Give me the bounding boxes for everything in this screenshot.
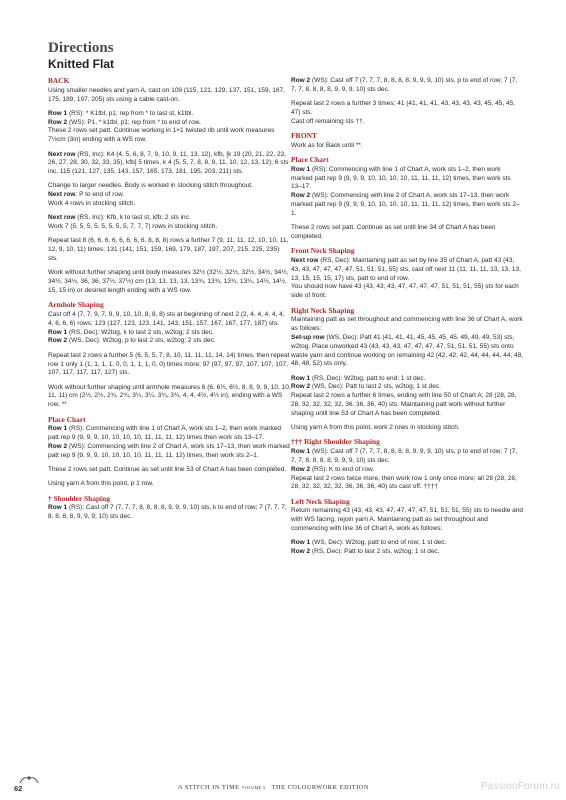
back-intro: Using smaller needles and yarn A, cast on 109 (115, 121, 129, 137, 151, 159, 167, 175, 189, 197, 205) sts using a cable cast-on. [48, 86, 285, 103]
row-text: (RS): * K1tbl, p1; rep from * to last st, k1tbl. [67, 109, 194, 117]
row-label: Row 1 [48, 425, 68, 433]
row-label: Row 1 [291, 448, 311, 456]
left-neck-intro: Return remaining 43 (43, 43, 43, 47, 47, 47, 47, 51, 51, 51, 55) sts to needle and with WS facing, rejoin yarn A. Maintaining patt as set throughout and commencing with line 36 of Chart A, work as follows: [291, 507, 523, 533]
section-right-shoulder-title [291, 438, 523, 447]
page-title: Directions [48, 40, 114, 56]
row-label: Next row [48, 214, 76, 222]
row-label: Row 2 [291, 77, 311, 84]
place-chart-rows [291, 166, 523, 219]
shoulder-title-text: Shoulder Shaping [53, 493, 110, 503]
section-place-chart-title: Place Chart [291, 155, 329, 165]
footer-magazine-title: A STITCH IN TIME [178, 784, 240, 791]
row-text: (RS, Dec): W2tog, k to last 2 sts, w2tog; 2 sts dec. [67, 328, 214, 336]
change-text: Change to larger needles. Body is worked in stocking stitch throughout. [48, 182, 253, 190]
place-chart-set: These 2 rows set patt. Continue as set until line 53 of Chart A has been completed. [48, 465, 287, 473]
row-text: (WS, Dec): W2tog, patt to end of row; 1 st dec. [310, 539, 447, 547]
row-text: (RS, Dec): Patt to last 2 sts, w2tog; 1 st dec. [310, 548, 440, 556]
row-label: Row 1 [291, 165, 311, 173]
row-label: Row 2 [48, 442, 68, 450]
row-label: Row 1 [291, 539, 311, 547]
repeat-text: Repeat last 8 (6, 6, 6, 6, 6, 6, 6, 6, 8, 8, 8) rows a further 7 (9, 11, 11, 12, 10, 10, 11, 12, 9, 10, 11) times; 131 (141, 151, 159, 169, 179, 187, 197, 207, 215, 225, 235) sts. [48, 237, 289, 263]
row-text: (RS, Dec): W2tog, patt to end; 1 st dec. [310, 374, 426, 382]
page-number: 62 [14, 784, 23, 793]
row-text: (RS): Commencing with line 1 of Chart A, work sts 1–2, then work marked patt rep 9 (9, 9, 9, 10, 10, 10, 10, 11, 11, 11, 12) times, then work sts 13–17. [291, 165, 511, 191]
row-label: Next row [48, 150, 76, 158]
left-column [48, 77, 291, 527]
armhole-without: Work without further shaping until armhole measures 6 (6, 6½, 6½, 8, 8, 9, 9, 10, 10, 11, 11) cm (2½, 2½, 2¾, 2¾, 3¼, 3¼, 3¾, 3¾, 4, 4, 4½, 4½ in), ending with a WS row. ** [48, 383, 291, 409]
work7-text: Work 7 (5, 5, 5, 5, 5, 5, 5, 5, 7, 7, 7) rows in stocking stitch. [48, 223, 218, 231]
inc-row [48, 151, 291, 177]
row-text: (WS): Commencing with line 2 of Chart A, work sts 17–13, then work marked patt rep 9 (9, 9, 9, 10, 10, 10, 10, 11, 11, 11, 12) times, then work sts 2–1. [291, 192, 520, 217]
right-neck-intro-text: Maintaining patt as set throughout and commencing with line 36 of Chart A, work as follows: [291, 316, 523, 333]
row-text: (WS, Dec): Patt to last 2 sts, w2tog; 1 st dec. [310, 383, 441, 391]
row-label: Row 2 [291, 465, 311, 473]
section-front-title: FRONT [291, 130, 317, 140]
row-label: Row 2 [48, 118, 68, 126]
right-shoulder-repeat: Repeat last 2 rows twice more, then work row 1 only once more; all 28 (28, 28, 28, 32, 32, 32, 32, 36, 36, 36, 40) sts cast off. †††† [291, 474, 517, 491]
right-shoulder-rows [291, 448, 523, 492]
kfb-row [48, 214, 291, 232]
row-text: : P to end of row. [75, 191, 125, 199]
row-label: Row 2 [291, 548, 311, 556]
row-text: (WS, Dec): W2tog, p to last 2 sts, w2tog; 2 sts dec. [67, 337, 216, 345]
row-label: Set-up row [291, 333, 325, 341]
footer-title [178, 784, 369, 791]
row-text: (RS): Cast off 7 (7, 7, 7, 8, 8, 8, 8, 9, 9, 9, 10) sts, k to end of row; 7 (7, 7, 7, 8, 8, 8, 8, 9, 9, 9, 10) sts dec. [48, 504, 287, 521]
armhole-rows [48, 311, 291, 346]
section-armhole-title: Armhole Shaping [48, 300, 104, 310]
watermark: PassionForum.ru [480, 781, 560, 792]
front-text: Work as for Back until **. [291, 141, 363, 149]
row-label: Row 1 [48, 328, 68, 336]
row-text: (WS): P1, * k1tbl, p1; rep from * to end of row. [67, 118, 201, 126]
section-back-title: BACK [48, 76, 70, 85]
row-text: (WS): Cast off 7 (7, 7, 7, 8, 8, 8, 8, 9, 9, 9, 10) sts, p to end of row; 7 (7, 7, 7, 8, 8, 8, 8, 9, 9, 9, 10) sts dec. [291, 77, 518, 93]
shoulder-repeat [291, 100, 523, 126]
row-label: Next row [291, 257, 319, 265]
rib-text: These 2 rows set patt. Continue working in 1×1 twisted rib until work measures 7½cm (3in) ending with a WS row. [48, 127, 275, 144]
work4-text: Work 4 rows in stocking stitch. [48, 200, 136, 208]
rib-rows [48, 110, 291, 145]
row-text: (WS): Cast off 7 (7, 7, 7, 8, 8, 8, 8, 9, 9, 9, 10) sts, p to end of row; 7 (7, 7, 7, 8, 8, 8, 8, 9, 9, 9, 10) sts dec. [291, 448, 518, 464]
section-shoulder-title [48, 495, 291, 504]
section-left-neck-title: Left Neck Shaping [291, 496, 350, 506]
place-chart-set: These 2 rows set patt. Continue as set until line 34 of Chart A has been completed. [291, 224, 496, 240]
row-text: (WS, Dec): Patt 41 (41, 41, 41, 45, 45, 45, 45, 49, 49, 49, 53) sts, w2tog. Place unworked 43 (43, 43, 43, 47, 47, 47, 47, 51, 51, 51, 55) sts onto waste yarn and continue working on remaining 42 (42, 42, 42, 44, 44, 44, 44, 48, 48, 48, 52) sts only. [291, 333, 523, 368]
change-needles [48, 182, 291, 208]
shoulder-row1 [48, 504, 291, 522]
footer-volume: VOLUME 3 [241, 785, 266, 790]
page-subtitle: Knitted Flat [48, 57, 114, 71]
dagger-mark: † [48, 493, 52, 503]
row-label: Row 2 [291, 192, 311, 200]
row-label: Row 2 [291, 383, 311, 391]
row-label: Row 2 [48, 337, 68, 345]
right-shoulder-title-text: Right Shoulder Shaping [303, 437, 380, 447]
row-text: (RS): K to end of row. [310, 465, 375, 473]
right-neck-intro [291, 316, 523, 369]
row-label: Row 1 [48, 504, 68, 512]
right-neck-yarn: Using yarn A from this point, work 2 rows in stocking stitch. [291, 424, 460, 432]
row-text: (RS, Inc): K4 (4, 5, 6, 8, 7, 9, 10, 9, 11, 13, 12), kfb, [k 19 (20, 21, 22, 23, 26, 27, 28, 30, 32, 33, 35), kfb] 5 times, k 4 (5, 5, 7, 8, 8, 9, 11, 10, 12, 13, 12); 6 sts inc, 115 (121, 127, 135, 143, 157, 165, 173, 181, 195, 203, 211) sts. [48, 150, 289, 176]
footer-edition: THE COLOURWORK EDITION [271, 784, 370, 791]
section-right-neck-title: Right Neck Shaping [291, 305, 355, 315]
front-neck-now: You should now have 43 (43, 43, 43, 47, 47, 47, 47, 51, 51, 51, 55) sts for each side of front. [291, 283, 519, 300]
right-neck-repeat: Repeat last 2 rows a further 6 times, ending with line 50 of Chart A; 28 (28, 28, 28, 32, 32, 32, 32, 36, 36, 36, 40) sts. Maintaining patt work without further shaping until line 53 of Chart A has been completed. [291, 392, 517, 417]
section-front-neck-title: Front Neck Shaping [291, 246, 355, 256]
right-column [291, 77, 523, 562]
armhole-repeat: Repeat last 2 rows a further 5 (6, 5, 5, 7, 8, 10, 11, 11, 11, 14, 14) times, then repeat row 1 only 1 (1, 1, 1, 1, 0, 0, 1, 1, 1, 0, 0) times more; 97 (97, 97, 97, 107, 107, 107, 107, 117, 117, 117, 127) sts. [48, 351, 290, 377]
row-text: (WS): Commencing with line 2 of Chart A, work sts 17–13, then work marked patt rep 9 (9, 9, 9, 10, 10, 10, 10, 11, 11, 11, 12) times, then work sts 2–1. [48, 442, 290, 459]
right-neck-rows [291, 375, 523, 419]
left-neck-rows [291, 539, 523, 557]
place-chart-yarn: Using yarn A from this point, p 1 row. [48, 480, 154, 488]
place-chart-rows [48, 425, 291, 460]
row-text: (RS, Inc): Kfb, k to last st, kfb; 2 sts inc. [75, 214, 191, 222]
work-without-text: Work without further shaping until body measures 32½ (32½, 32½, 32½, 34½, 34½, 34½, 34½, 36, 36, 37½, 37½) cm (13, 13, 13, 13, 13¾, 13¾, 13¾, 13¾, 14½, 14½, 15, 15 in) or desired length ending with a WS row. [48, 269, 289, 294]
armhole-text: Cast off 4 (7, 7, 9, 7, 9, 9, 10, 10, 8, 8, 8) sts at beginning of next 2 (2, 4, 4, 4, 4, 4, 4, 6, 6, 6) rows; 123 (127, 123, 123, 141, 143, 151, 157, 167, 167, 177, 187) sts. [48, 311, 285, 327]
row-label: Row 1 [48, 109, 68, 117]
row-text: (RS, Dec): Maintaining patt as set by line 35 of Chart A, patt 43 (43, 43, 43, 47, 47, 47, 47, 51, 51, 51, 55) sts, cast off next 11 (11, 11, 11, 13, 13, 13, 13, 15, 15, 15, 17) sts, patt to end of row. [291, 257, 521, 282]
shoulder-repeat-text: Repeat last 2 rows a further 3 times; 41 (41, 41, 41, 43, 43, 43, 43, 45, 45, 45, 47) sts. [291, 100, 516, 116]
shoulder-row2 [291, 77, 523, 95]
cast-off-text: Cast off remaining sts ††. [291, 117, 365, 125]
front-neck-row [291, 257, 523, 301]
row-label: Next row [48, 191, 76, 199]
dagger-mark: ††† [291, 437, 303, 447]
row-label: Row 1 [291, 374, 311, 382]
row-text: (RS): Commencing with line 1 of Chart A, work sts 1–2, then work marked patt rep 9 (9, 9, 9, 10, 10, 10, 10, 11, 11, 11, 12) times then work sts 13–17. [48, 425, 282, 442]
section-place-chart-title: Place Chart [48, 414, 86, 424]
